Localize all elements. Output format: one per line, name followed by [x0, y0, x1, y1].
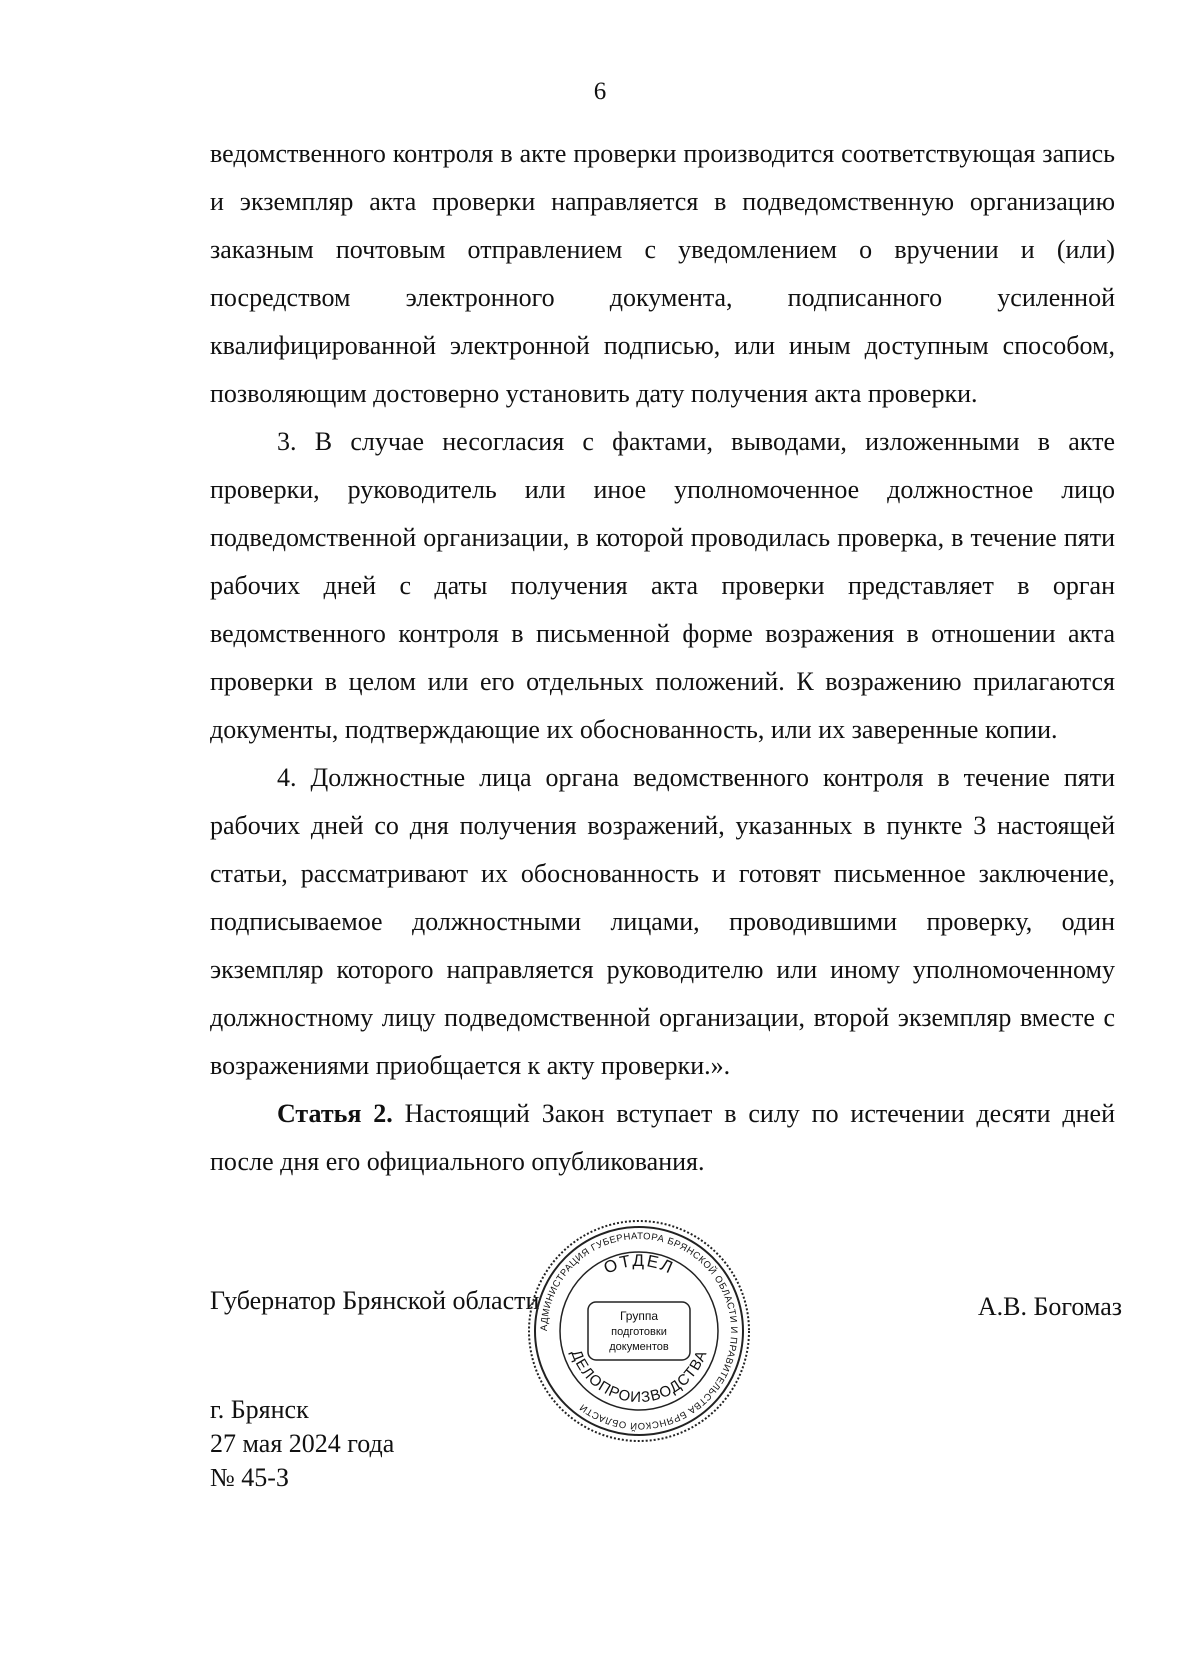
stamp-center-line-3: документов [609, 1341, 669, 1353]
article-2 [210, 1090, 1115, 1186]
law-number: № 45-З [210, 1463, 289, 1492]
paragraph-4: 4. Должностные лица органа ведомственного контроля в течение пяти рабочих дней со дня получения возражений, указанных в пункте 3 настоящей статьи, рассматривают их обоснованность и готовят письменное заключение, подписываемое должностными лицами, проводившими проверку, один экземпляр которого направляется руководителю или иному уполномоченному должностному лицу подведомственной организации, второй экземпляр вместе с возражениями приобщается к акту проверки.». [210, 763, 1115, 1080]
place: г. Брянск [210, 1395, 309, 1424]
place-date-number [210, 1393, 394, 1495]
date: 27 мая 2024 года [210, 1429, 395, 1458]
article-text: Настоящий Закон вступает в силу по истечении десяти дней после дня его официального опубликования. [210, 1099, 1115, 1176]
stamp-bottom-text: ДЕЛОПРОИЗВОДСТВА [567, 1347, 711, 1407]
paragraph-1: ведомственного контроля в акте проверки производится соответствующая запись и экземпляр акта проверки направляется в подведомственную организацию заказным почтовым отправлением с уведомлением о вручении и (или) посредством электронного документа, подписанного усиленной квалифицированной электронной подписью, или иным доступным способом, позволяющим достоверно установить дату получения акта проверки. [210, 139, 1115, 408]
signatory-name: А.В. Богомаз [977, 1292, 1122, 1321]
page-number: 6 [593, 78, 607, 105]
stamp-outer-ring-text: АДМИНИСТРАЦИЯ ГУБЕРНАТОРА БРЯНСКОЙ ОБЛАСТИ И ПРАВИТЕЛЬСТВА БРЯНСКОЙ ОБЛАСТИ [538, 1230, 740, 1432]
official-stamp [526, 1218, 752, 1444]
stamp-center-line-1: Группа [619, 1309, 659, 1323]
signatory-position: Губернатор Брянской области [210, 1286, 540, 1315]
stamp-center-line-2: подготовки [611, 1326, 667, 1338]
document-body [210, 130, 1115, 1186]
paragraph-3: 3. В случае несогласия с фактами, выводами, изложенными в акте проверки, руководитель или иное уполномоченное должностное лицо подведомственной организации, в которой проводилась проверка, в течение пяти рабочих дней с даты получения акта проверки представляет в орган ведомственного контроля в письменной форме возражения в отношении акта проверки в целом или его отдельных положений. К возражению прилагаются документы, подтверждающие их обоснованность, или их заверенные копии. [210, 427, 1115, 744]
stamp-top-text: ОТДЕЛ [600, 1250, 678, 1278]
article-label: Статья 2. [277, 1099, 393, 1128]
